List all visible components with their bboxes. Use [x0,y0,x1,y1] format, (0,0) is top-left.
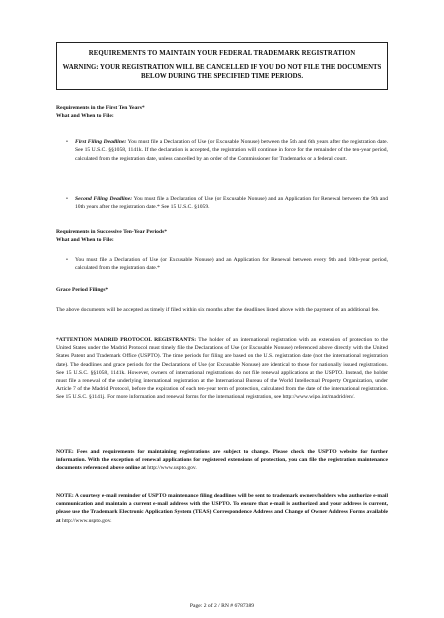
first-filing-text: You must file a Declaration of Use (or Excusable Nonuse) between the 5th and 6th years after the registration date. See 15 U.S.C. §§1058, 1141k. If the declaration is accepted, the registration will continue in force for the remainder of the ten-year period, calculated from the registration date, unless cancelled by an order of the Commissioner for Trademarks or a federal court. [75,139,388,162]
bullet-icon: • [66,196,68,202]
successive-text: You must file a Declaration of Use (or Excusable Nonuse) and an Application for Renewal between every 9th and 10th-year period, calculated from the registration date.* [75,257,388,272]
note-email-text: NOTE: A courtesy e-mail reminder of USPTO maintenance filing deadlines will be sent to trademark owners/holders who authorize e-mail communication and maintain a current e-mail address with the USPTO. To ensure that e-mail is authorized and your address is current, please use the Trademark Electronic Application System (TEAS) Correspondence Address and Change of Owner Address Forms available at [56,493,388,524]
grace-text: The above documents will be accepted as timely if filed within six months after the deadlines listed above with the payment of an additional fee. [56,307,380,313]
note-fees [56,448,388,473]
note-email-link[interactable]: http://www.uspto.gov. [60,517,112,524]
note-fees-link[interactable]: http://www.uspto.gov. [145,465,197,472]
successive-heading [56,228,388,244]
successive-heading-2: What and When to File: [56,237,114,243]
successive-heading-1: Requirements in Successive Ten-Year Periods* [56,229,168,235]
second-filing-lead: Second Filing Deadline: [75,196,133,202]
madrid-paragraph [56,336,388,402]
madrid-lead: *ATTENTION MADRID PROTOCOL REGISTRANTS: [56,337,197,343]
bullet-icon: • [66,257,68,263]
first-ten-heading-2: What and When to File: [56,113,114,119]
banner-title: REQUIREMENTS TO MAINTAIN YOUR FEDERAL TRADEMARK REGISTRATION [88,50,356,57]
madrid-text: The holder of an international registration with an extension of protection to the United States under the Madrid Protocol must timely file the Declarations of Use (or Excusable Nonuse) referenced above directly with the United States Patent and Trademark Office (USPTO). The time periods for filing are based on the U.S. registration date (not the international registration date). The deadlines and grace periods for the Declarations of Use (or Excusable Nonuse) are identical to those for nationally issued registrations. See 15 U.S.C. §§1058, 1141k. However, owners of international registrations do not file renewal applications at the USPTO. Instead, the holder must file a renewal of the underlying international registration at the International Bureau of the World Intellectual Property Organization, under Article 7 of the Madrid Protocol, before the expiration of each ten-year term of protection, calculated from the date of the international registration. See 15 U.S.C. §1141j. For more information and renewal forms for the international registration, see http://www.wipo.int/madrid/en/. [56,337,388,401]
first-ten-heading [56,104,388,120]
second-filing-text: You must file a Declaration of Use (or Excusable Nonuse) and an Application for Renewal between the 9th and 10th years after the registration date.* See 15 U.S.C. §1059. [75,196,389,211]
second-filing-bullet [66,195,388,212]
bullet-icon: • [66,139,68,145]
first-ten-heading-1: Requirements in the First Ten Years* [56,105,145,111]
note-fees-text: NOTE: Fees and requirements for maintaining registrations are subject to change. Please check the USPTO website for further information. With the exception of renewal applications for registered extensions of protection, you can file the registration maintenance documents referenced above online at [56,449,388,472]
first-filing-bullet [66,138,388,163]
note-email [56,492,388,525]
first-filing-lead: First Filing Deadline: [75,139,127,145]
page-footer: Page: 2 of 2 / RN # 6787389 [189,603,255,609]
banner-warning: WARNING: YOUR REGISTRATION WILL BE CANCELLED IF YOU DO NOT FILE THE DOCUMENTS BELOW DURING THE SPECIFIED TIME PERIODS. [62,64,382,80]
warning-banner [56,42,388,90]
grace-heading [56,286,388,294]
grace-heading-text: Grace Period Filings* [56,287,109,293]
successive-bullet [66,256,388,273]
